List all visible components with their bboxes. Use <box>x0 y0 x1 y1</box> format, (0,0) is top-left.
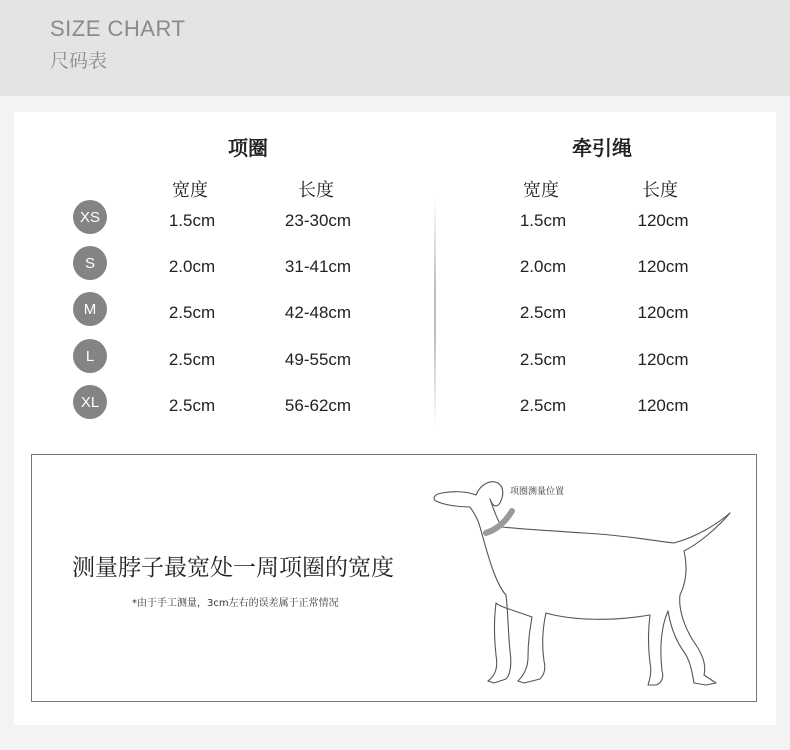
size-panel <box>14 112 776 725</box>
measurement-guide <box>31 454 757 702</box>
collar-length-cell: 56-62cm <box>284 396 352 415</box>
leash-length-cell: 120cm <box>637 211 689 230</box>
title-en: SIZE CHART <box>50 16 186 41</box>
title-cn: 尺码表 <box>50 50 108 72</box>
leash-width-cell: 2.5cm <box>519 396 567 415</box>
section-divider <box>434 197 436 427</box>
collar-length-header: 长度 <box>298 180 334 201</box>
leash-width-cell: 2.0cm <box>519 257 567 276</box>
leash-width-cell: 2.5cm <box>519 303 567 322</box>
collar-length-cell: 23-30cm <box>284 211 352 230</box>
leash-length-header: 长度 <box>642 180 678 201</box>
measurement-title: 测量脖子最宽处一周项圈的宽度 <box>72 555 394 581</box>
collar-width-cell: 2.0cm <box>168 257 216 276</box>
collar-title: 项圈 <box>228 136 268 160</box>
leash-width-cell: 2.5cm <box>519 350 567 369</box>
leash-length-cell: 120cm <box>637 396 689 415</box>
size-badge-xl: XL <box>73 385 107 419</box>
collar-width-cell: 1.5cm <box>168 211 216 230</box>
measurement-note: *由于手工测量，3cm左右的误差属于正常情况 <box>132 598 339 609</box>
collar-length-cell: 49-55cm <box>284 350 352 369</box>
leash-width-cell: 1.5cm <box>519 211 567 230</box>
collar-width-cell: 2.5cm <box>168 303 216 322</box>
collar-position-label: 项圈测量位置 <box>510 487 565 497</box>
collar-width-header: 宽度 <box>172 180 208 201</box>
collar-width-cell: 2.5cm <box>168 396 216 415</box>
size-badge-xs: XS <box>73 200 107 234</box>
size-badge-s: S <box>73 246 107 280</box>
leash-title: 牵引绳 <box>572 136 632 160</box>
leash-length-cell: 120cm <box>637 257 689 276</box>
dog-outline-illustration <box>424 461 754 693</box>
leash-width-header: 宽度 <box>523 180 559 201</box>
header-banner <box>0 0 790 96</box>
size-badge-m: M <box>73 292 107 326</box>
leash-length-cell: 120cm <box>637 303 689 322</box>
collar-width-cell: 2.5cm <box>168 350 216 369</box>
leash-length-cell: 120cm <box>637 350 689 369</box>
collar-length-cell: 31-41cm <box>284 257 352 276</box>
size-badge-l: L <box>73 339 107 373</box>
collar-length-cell: 42-48cm <box>284 303 352 322</box>
